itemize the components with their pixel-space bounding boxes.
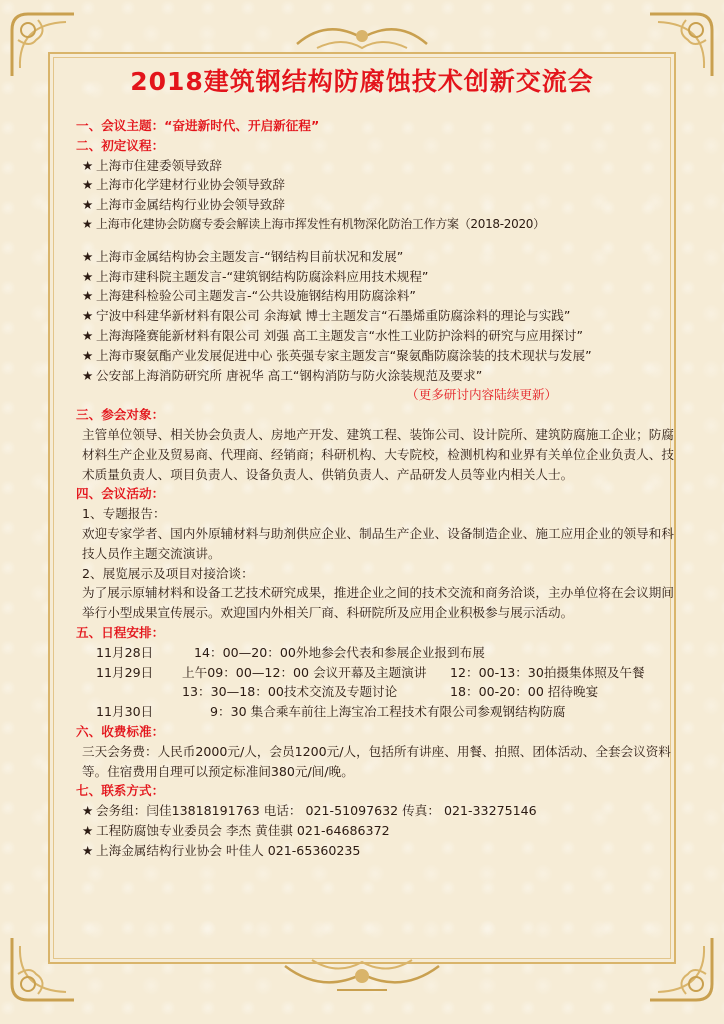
agenda-item: [76, 366, 676, 386]
star-icon: ★: [82, 197, 94, 213]
agenda-item-text: 上海市金属结构行业协会领导致辞: [96, 197, 285, 213]
agenda-item-text: 上海市化建协会防腐专委会解读上海市挥发性有机物深化防治工作方案（2018-2020）: [96, 216, 545, 231]
agenda-item: [76, 267, 676, 287]
activity-subheading: 1、专题报告：: [82, 506, 166, 522]
star-icon: ★: [82, 308, 94, 324]
contact-item: [76, 801, 676, 821]
schedule-item: 14：00—20：00外地参会代表和参展企业报到布展: [194, 644, 485, 660]
star-icon: ★: [82, 367, 94, 383]
section-agenda-heading: 二、初定议程：: [76, 137, 165, 153]
agenda-item-text: 上海海隆赛能新材料有限公司 刘强 高工主题发言“水性工业防护涂料的研究与应用探讨”: [96, 327, 584, 343]
corner-ornament-icon: [8, 934, 78, 1004]
agenda-item-text: 宁波中科建华新材料有限公司 余海斌 博士主题发言“石墨烯重防腐涂料的理论与实践”: [96, 308, 571, 324]
star-icon: ★: [82, 248, 94, 264]
corner-ornament-icon: [646, 934, 716, 1004]
contact-text: 工程防腐蚀专业委员会 李杰 黄佳骐 021-64686372: [96, 822, 390, 838]
schedule-date: 11月30日: [96, 704, 154, 720]
agenda-item: [76, 346, 676, 366]
section-theme-heading: 一、会议主题：“奋进新时代、开启新征程”: [76, 118, 320, 133]
star-icon: ★: [82, 347, 94, 363]
section-schedule-heading: 五、日程安排：: [76, 624, 165, 640]
star-icon: ★: [82, 268, 94, 284]
star-icon: ★: [82, 842, 94, 858]
star-icon: ★: [82, 327, 94, 343]
section-fees-heading: 六、收费标准：: [76, 723, 165, 739]
agenda-item-text: 公安部上海消防研究所 唐祝华 高工“钢构消防与防火涂装规范及要求”: [96, 367, 483, 383]
agenda-item-text: 上海市化学建材行业协会领导致辞: [96, 177, 285, 193]
schedule-item: 9：30 集合乘车前往上海宝冶工程技术有限公司参观钢结构防腐: [210, 704, 566, 720]
agenda-note: （更多研讨内容陆续更新）: [406, 387, 558, 403]
schedule-row: [76, 702, 676, 722]
agenda-item: [76, 195, 676, 215]
agenda-item: [76, 247, 676, 267]
agenda-item-text: 上海市住建委领导致辞: [96, 157, 222, 173]
contact-item: [76, 841, 676, 861]
main-content: [76, 116, 676, 860]
agenda-item: [76, 215, 676, 235]
contact-item: [76, 821, 676, 841]
activity-text: 欢迎专家学者、国内外原辅材料与助剂供应企业、制品生产企业、设备制造企业、施工应用企业的领导和科技人员作主题交流演讲。: [82, 525, 674, 561]
star-icon: ★: [82, 288, 94, 304]
contact-text: 上海金属结构行业协会 叶佳人 021-65360235: [96, 842, 361, 858]
agenda-item: [76, 306, 676, 326]
page-title: 2018建筑钢结构防腐蚀技术创新交流会: [130, 67, 594, 96]
agenda-item-text: 上海建科检验公司主题发言-“公共设施钢结构用防腐涂料”: [96, 288, 416, 304]
agenda-item-text: 上海市金属结构协会主题发言-“钢结构目前状况和发展”: [96, 248, 404, 264]
activity-subheading: 2、展览展示及项目对接洽谈：: [82, 565, 254, 581]
top-ornament-icon: [287, 14, 437, 56]
schedule-row: [76, 663, 676, 683]
agenda-item-text: 上海市建科院主题发言-“建筑钢结构防腐涂料应用技术规程”: [96, 268, 429, 284]
star-icon: ★: [82, 822, 94, 838]
star-icon: ★: [82, 157, 94, 173]
agenda-item: [76, 326, 676, 346]
schedule-item: 上午09：00—12：00 会议开幕及主题演讲: [182, 664, 427, 680]
schedule-row: [76, 643, 676, 663]
star-icon: ★: [82, 803, 94, 819]
contact-text: 会务组：闫佳13818191763 电话： 021-51097632 传真： 021-33275146: [96, 803, 537, 819]
agenda-item: [76, 286, 676, 306]
star-icon: ★: [82, 177, 94, 193]
star-icon: ★: [82, 216, 93, 231]
bottom-ornament-icon: [277, 950, 447, 998]
section-audience-heading: 三、参会对象：: [76, 407, 165, 423]
schedule-item: 13：30—18：00技术交流及专题讨论: [182, 684, 398, 700]
audience-text: 主管单位领导、相关协会负责人、房地产开发、建筑工程、装饰公司、设计院所、建筑防腐施工企业；防腐材料生产企业及贸易商、代理商、经销商；科研机构、大专院校，检测机构和业界有关单位企业负责人、技术质量负责人、项目负责人、设备负责人、供销负责人、产品研发人员等业内相关人士。: [82, 426, 674, 482]
schedule-date: 11月28日: [96, 644, 154, 660]
schedule-date: 11月29日: [96, 664, 154, 680]
section-activities-heading: 四、会议活动：: [76, 486, 165, 502]
agenda-item: [76, 175, 676, 195]
schedule-item: 18：00-20：00 招待晚宴: [450, 684, 599, 700]
schedule-row: [76, 682, 676, 702]
activity-text: 为了展示原辅材料和设备工艺技术研究成果，推进企业之间的技术交流和商务洽谈，主办单位将在会议期间举行小型成果宣传展示。欢迎国内外相关厂商、科研院所及应用企业积极参与展示活动。: [82, 585, 674, 621]
agenda-item: [76, 156, 676, 176]
schedule-item: 12：00-13：30拍摄集体照及午餐: [450, 664, 645, 680]
fees-text: 三天会务费：人民币2000元/人，会员1200元/人，包括所有讲座、用餐、拍照、团体活动、全套会议资料等。住宿费用自理可以预定标准间380元/间/晚。: [82, 743, 671, 779]
agenda-item-text: 上海市聚氨酯产业发展促进中心 张英强专家主题发言“聚氨酯防腐涂装的技术现状与发展”: [96, 347, 592, 363]
section-contact-heading: 七、联系方式：: [76, 783, 165, 799]
